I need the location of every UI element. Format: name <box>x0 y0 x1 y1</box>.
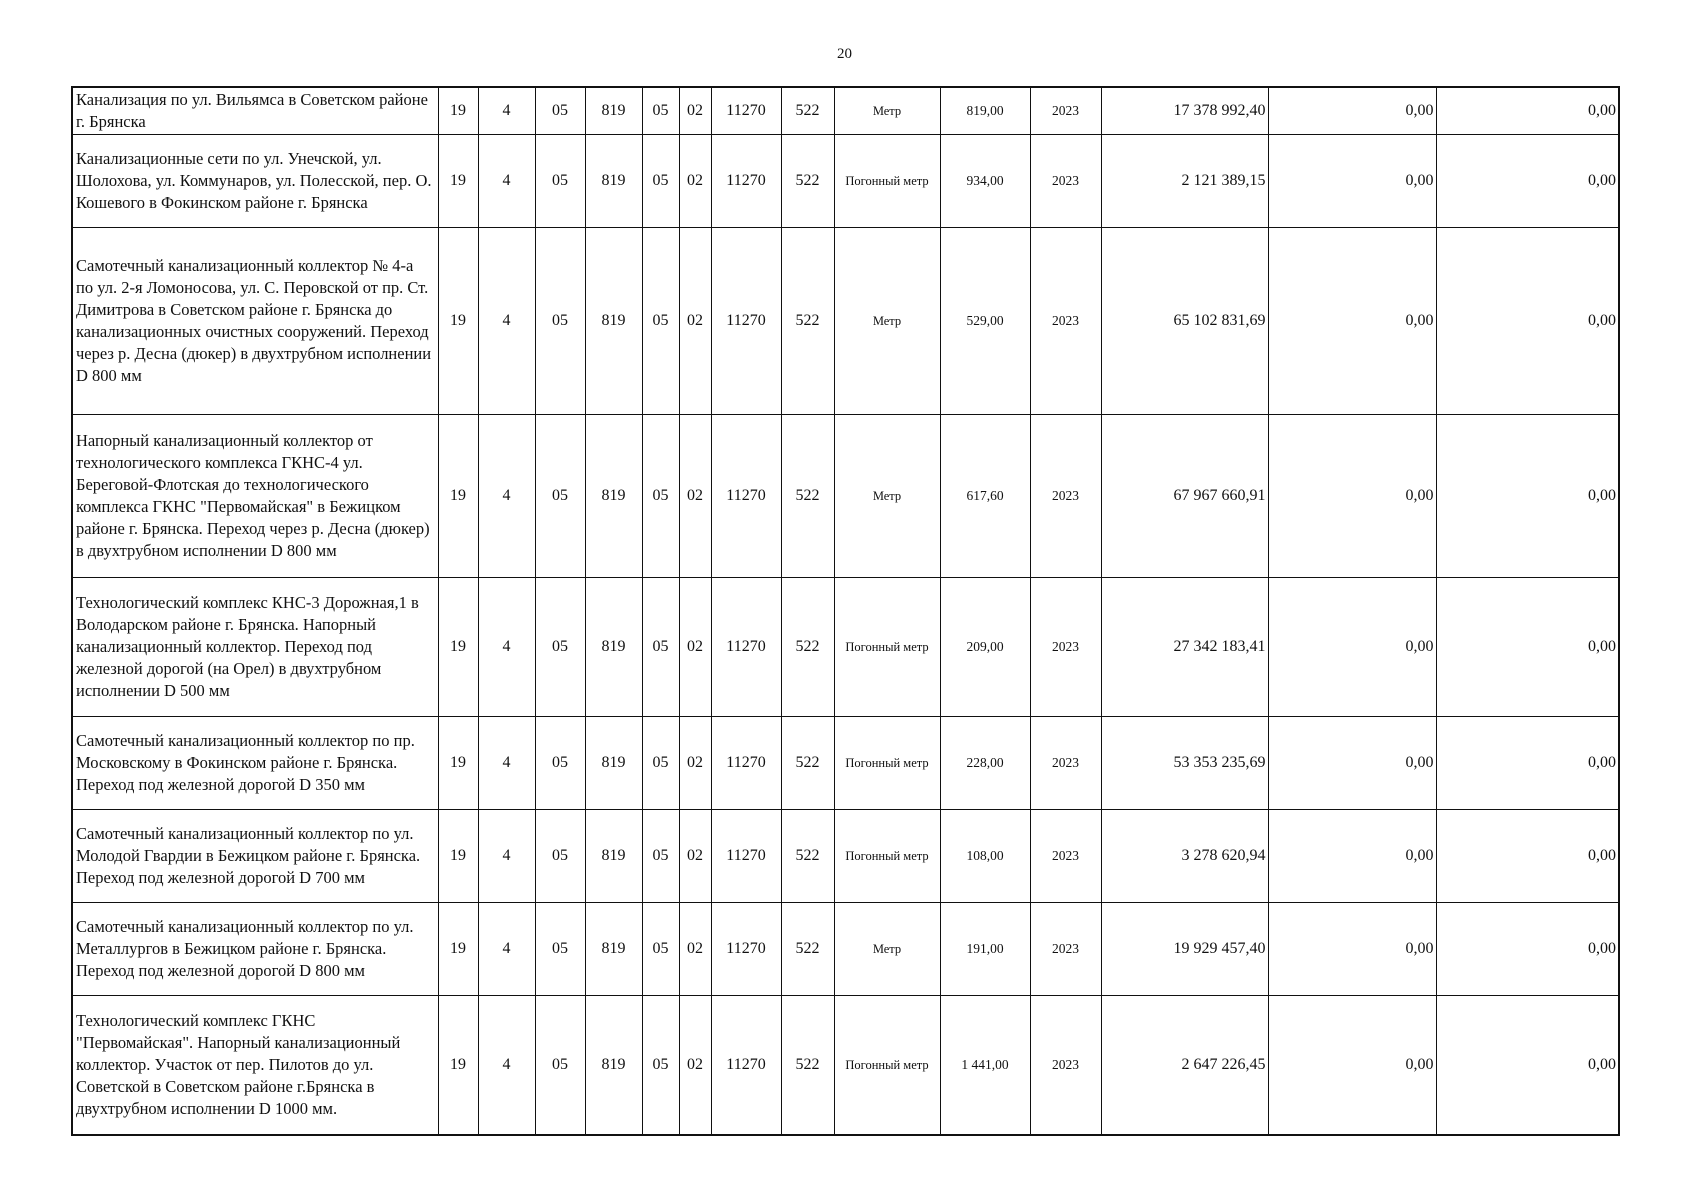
capacity-cell: 529,00 <box>940 227 1030 414</box>
value-cell: 0,00 <box>1268 227 1436 414</box>
code-cell: 4 <box>478 577 535 716</box>
code-cell: 522 <box>781 227 834 414</box>
code-cell: 05 <box>642 716 679 809</box>
code-cell: 05 <box>642 577 679 716</box>
object-name-cell: Технологический комплекс ГКНС "Первомайская". Напорный канализационный коллектор. Участок от пер. Пилотов до ул. Советской в Советском районе г.Брянска в двухтрубном исполнении D 1000 мм. <box>72 995 438 1135</box>
code-cell: 11270 <box>711 87 781 134</box>
object-name-cell: Самотечный канализационный коллектор по ул. Металлургов в Бежицком районе г. Брянска. Переход под железной дорогой D 800 мм <box>72 902 438 995</box>
code-cell: 11270 <box>711 414 781 577</box>
code-cell: 05 <box>535 134 585 227</box>
cost-cell: 67 967 660,91 <box>1101 414 1268 577</box>
code-cell: 819 <box>585 87 642 134</box>
capacity-cell: 819,00 <box>940 87 1030 134</box>
capacity-cell: 191,00 <box>940 902 1030 995</box>
year-cell: 2023 <box>1030 809 1101 902</box>
unit-cell: Погонный метр <box>834 809 940 902</box>
unit-cell: Погонный метр <box>834 716 940 809</box>
code-cell: 4 <box>478 716 535 809</box>
code-cell: 05 <box>642 902 679 995</box>
code-cell: 05 <box>535 87 585 134</box>
code-cell: 522 <box>781 902 834 995</box>
code-cell: 11270 <box>711 134 781 227</box>
code-cell: 05 <box>642 414 679 577</box>
value-cell: 0,00 <box>1436 902 1619 995</box>
unit-cell: Метр <box>834 902 940 995</box>
code-cell: 522 <box>781 134 834 227</box>
object-name-cell: Технологический комплекс КНС-3 Дорожная,1 в Володарском районе г. Брянска. Напорный канализационный коллектор. Переход под железной дорогой (на Орел) в двухтрубном исполнении D 500 мм <box>72 577 438 716</box>
code-cell: 819 <box>585 577 642 716</box>
value-cell: 0,00 <box>1268 809 1436 902</box>
value-cell: 0,00 <box>1436 87 1619 134</box>
code-cell: 522 <box>781 716 834 809</box>
capacity-cell: 209,00 <box>940 577 1030 716</box>
capacity-cell: 934,00 <box>940 134 1030 227</box>
code-cell: 05 <box>535 227 585 414</box>
code-cell: 02 <box>679 414 711 577</box>
code-cell: 19 <box>438 902 478 995</box>
code-cell: 05 <box>642 87 679 134</box>
value-cell: 0,00 <box>1436 577 1619 716</box>
cost-cell: 19 929 457,40 <box>1101 902 1268 995</box>
table-row <box>72 716 1619 809</box>
table-row <box>72 87 1619 134</box>
code-cell: 4 <box>478 414 535 577</box>
code-cell: 19 <box>438 995 478 1135</box>
year-cell: 2023 <box>1030 995 1101 1135</box>
value-cell: 0,00 <box>1268 716 1436 809</box>
code-cell: 05 <box>535 716 585 809</box>
code-cell: 02 <box>679 809 711 902</box>
code-cell: 19 <box>438 87 478 134</box>
unit-cell: Погонный метр <box>834 995 940 1135</box>
code-cell: 11270 <box>711 809 781 902</box>
code-cell: 05 <box>642 134 679 227</box>
value-cell: 0,00 <box>1268 414 1436 577</box>
year-cell: 2023 <box>1030 227 1101 414</box>
cost-cell: 17 378 992,40 <box>1101 87 1268 134</box>
table-row <box>72 227 1619 414</box>
year-cell: 2023 <box>1030 414 1101 577</box>
cost-cell: 65 102 831,69 <box>1101 227 1268 414</box>
table-row <box>72 414 1619 577</box>
code-cell: 11270 <box>711 577 781 716</box>
value-cell: 0,00 <box>1268 134 1436 227</box>
value-cell: 0,00 <box>1268 902 1436 995</box>
code-cell: 819 <box>585 716 642 809</box>
code-cell: 05 <box>535 577 585 716</box>
cost-cell: 27 342 183,41 <box>1101 577 1268 716</box>
unit-cell: Метр <box>834 414 940 577</box>
value-cell: 0,00 <box>1436 414 1619 577</box>
capacity-cell: 108,00 <box>940 809 1030 902</box>
code-cell: 11270 <box>711 716 781 809</box>
code-cell: 4 <box>478 995 535 1135</box>
object-name-cell: Канализация по ул. Вильямса в Советском районе г. Брянска <box>72 87 438 134</box>
table-body <box>72 87 1619 1135</box>
code-cell: 819 <box>585 414 642 577</box>
value-cell: 0,00 <box>1436 227 1619 414</box>
object-name-cell: Канализационные сети по ул. Унечской, ул. Шолохова, ул. Коммунаров, ул. Полесской, пер. О. Кошевого в Фокинском районе г. Брянска <box>72 134 438 227</box>
cost-cell: 2 647 226,45 <box>1101 995 1268 1135</box>
capacity-cell: 1 441,00 <box>940 995 1030 1135</box>
code-cell: 02 <box>679 577 711 716</box>
code-cell: 19 <box>438 577 478 716</box>
code-cell: 05 <box>535 414 585 577</box>
code-cell: 05 <box>535 809 585 902</box>
year-cell: 2023 <box>1030 577 1101 716</box>
code-cell: 19 <box>438 414 478 577</box>
unit-cell: Метр <box>834 87 940 134</box>
code-cell: 4 <box>478 87 535 134</box>
value-cell: 0,00 <box>1436 134 1619 227</box>
code-cell: 522 <box>781 414 834 577</box>
unit-cell: Погонный метр <box>834 134 940 227</box>
code-cell: 19 <box>438 716 478 809</box>
page-number: 20 <box>837 46 852 62</box>
cost-cell: 3 278 620,94 <box>1101 809 1268 902</box>
unit-cell: Погонный метр <box>834 577 940 716</box>
code-cell: 4 <box>478 134 535 227</box>
code-cell: 19 <box>438 809 478 902</box>
table-row <box>72 995 1619 1135</box>
code-cell: 4 <box>478 902 535 995</box>
object-name-cell: Самотечный канализационный коллектор № 4-а по ул. 2-я Ломоносова, ул. С. Перовской от пр. Ст. Димитрова в Советском районе г. Брянска до канализационных очистных сооружений. Переход через р. Десна (дюкер) в двухтрубном исполнении D 800 мм <box>72 227 438 414</box>
value-cell: 0,00 <box>1268 995 1436 1135</box>
code-cell: 522 <box>781 87 834 134</box>
code-cell: 02 <box>679 902 711 995</box>
code-cell: 02 <box>679 227 711 414</box>
capacity-cell: 228,00 <box>940 716 1030 809</box>
code-cell: 819 <box>585 227 642 414</box>
investment-table <box>71 86 1620 1136</box>
code-cell: 11270 <box>711 902 781 995</box>
code-cell: 522 <box>781 577 834 716</box>
value-cell: 0,00 <box>1436 809 1619 902</box>
value-cell: 0,00 <box>1436 995 1619 1135</box>
value-cell: 0,00 <box>1436 716 1619 809</box>
table-row <box>72 902 1619 995</box>
object-name-cell: Самотечный канализационный коллектор по ул. Молодой Гвардии в Бежицком районе г. Брянска. Переход под железной дорогой D 700 мм <box>72 809 438 902</box>
code-cell: 522 <box>781 809 834 902</box>
code-cell: 4 <box>478 227 535 414</box>
code-cell: 02 <box>679 87 711 134</box>
code-cell: 819 <box>585 134 642 227</box>
code-cell: 522 <box>781 995 834 1135</box>
cost-cell: 53 353 235,69 <box>1101 716 1268 809</box>
object-name-cell: Самотечный канализационный коллектор по пр. Московскому в Фокинском районе г. Брянска. Переход под железной дорогой D 350 мм <box>72 716 438 809</box>
code-cell: 05 <box>642 995 679 1135</box>
code-cell: 05 <box>642 809 679 902</box>
code-cell: 11270 <box>711 995 781 1135</box>
code-cell: 819 <box>585 902 642 995</box>
object-name-cell: Напорный канализационный коллектор от технологического комплекса ГКНС-4 ул. Береговой-Флотская до технологического комплекса ГКНС "Первомайская" в Бежицком районе г. Брянска. Переход через р. Десна (дюкер) в двухтрубном исполнении D 800 мм <box>72 414 438 577</box>
code-cell: 02 <box>679 995 711 1135</box>
year-cell: 2023 <box>1030 134 1101 227</box>
capacity-cell: 617,60 <box>940 414 1030 577</box>
table-row <box>72 577 1619 716</box>
code-cell: 819 <box>585 995 642 1135</box>
code-cell: 819 <box>585 809 642 902</box>
code-cell: 19 <box>438 134 478 227</box>
table-row <box>72 134 1619 227</box>
code-cell: 05 <box>535 995 585 1135</box>
cost-cell: 2 121 389,15 <box>1101 134 1268 227</box>
code-cell: 4 <box>478 809 535 902</box>
value-cell: 0,00 <box>1268 87 1436 134</box>
code-cell: 11270 <box>711 227 781 414</box>
code-cell: 02 <box>679 716 711 809</box>
year-cell: 2023 <box>1030 902 1101 995</box>
year-cell: 2023 <box>1030 716 1101 809</box>
year-cell: 2023 <box>1030 87 1101 134</box>
code-cell: 05 <box>642 227 679 414</box>
unit-cell: Метр <box>834 227 940 414</box>
code-cell: 05 <box>535 902 585 995</box>
code-cell: 19 <box>438 227 478 414</box>
value-cell: 0,00 <box>1268 577 1436 716</box>
table-row <box>72 809 1619 902</box>
code-cell: 02 <box>679 134 711 227</box>
